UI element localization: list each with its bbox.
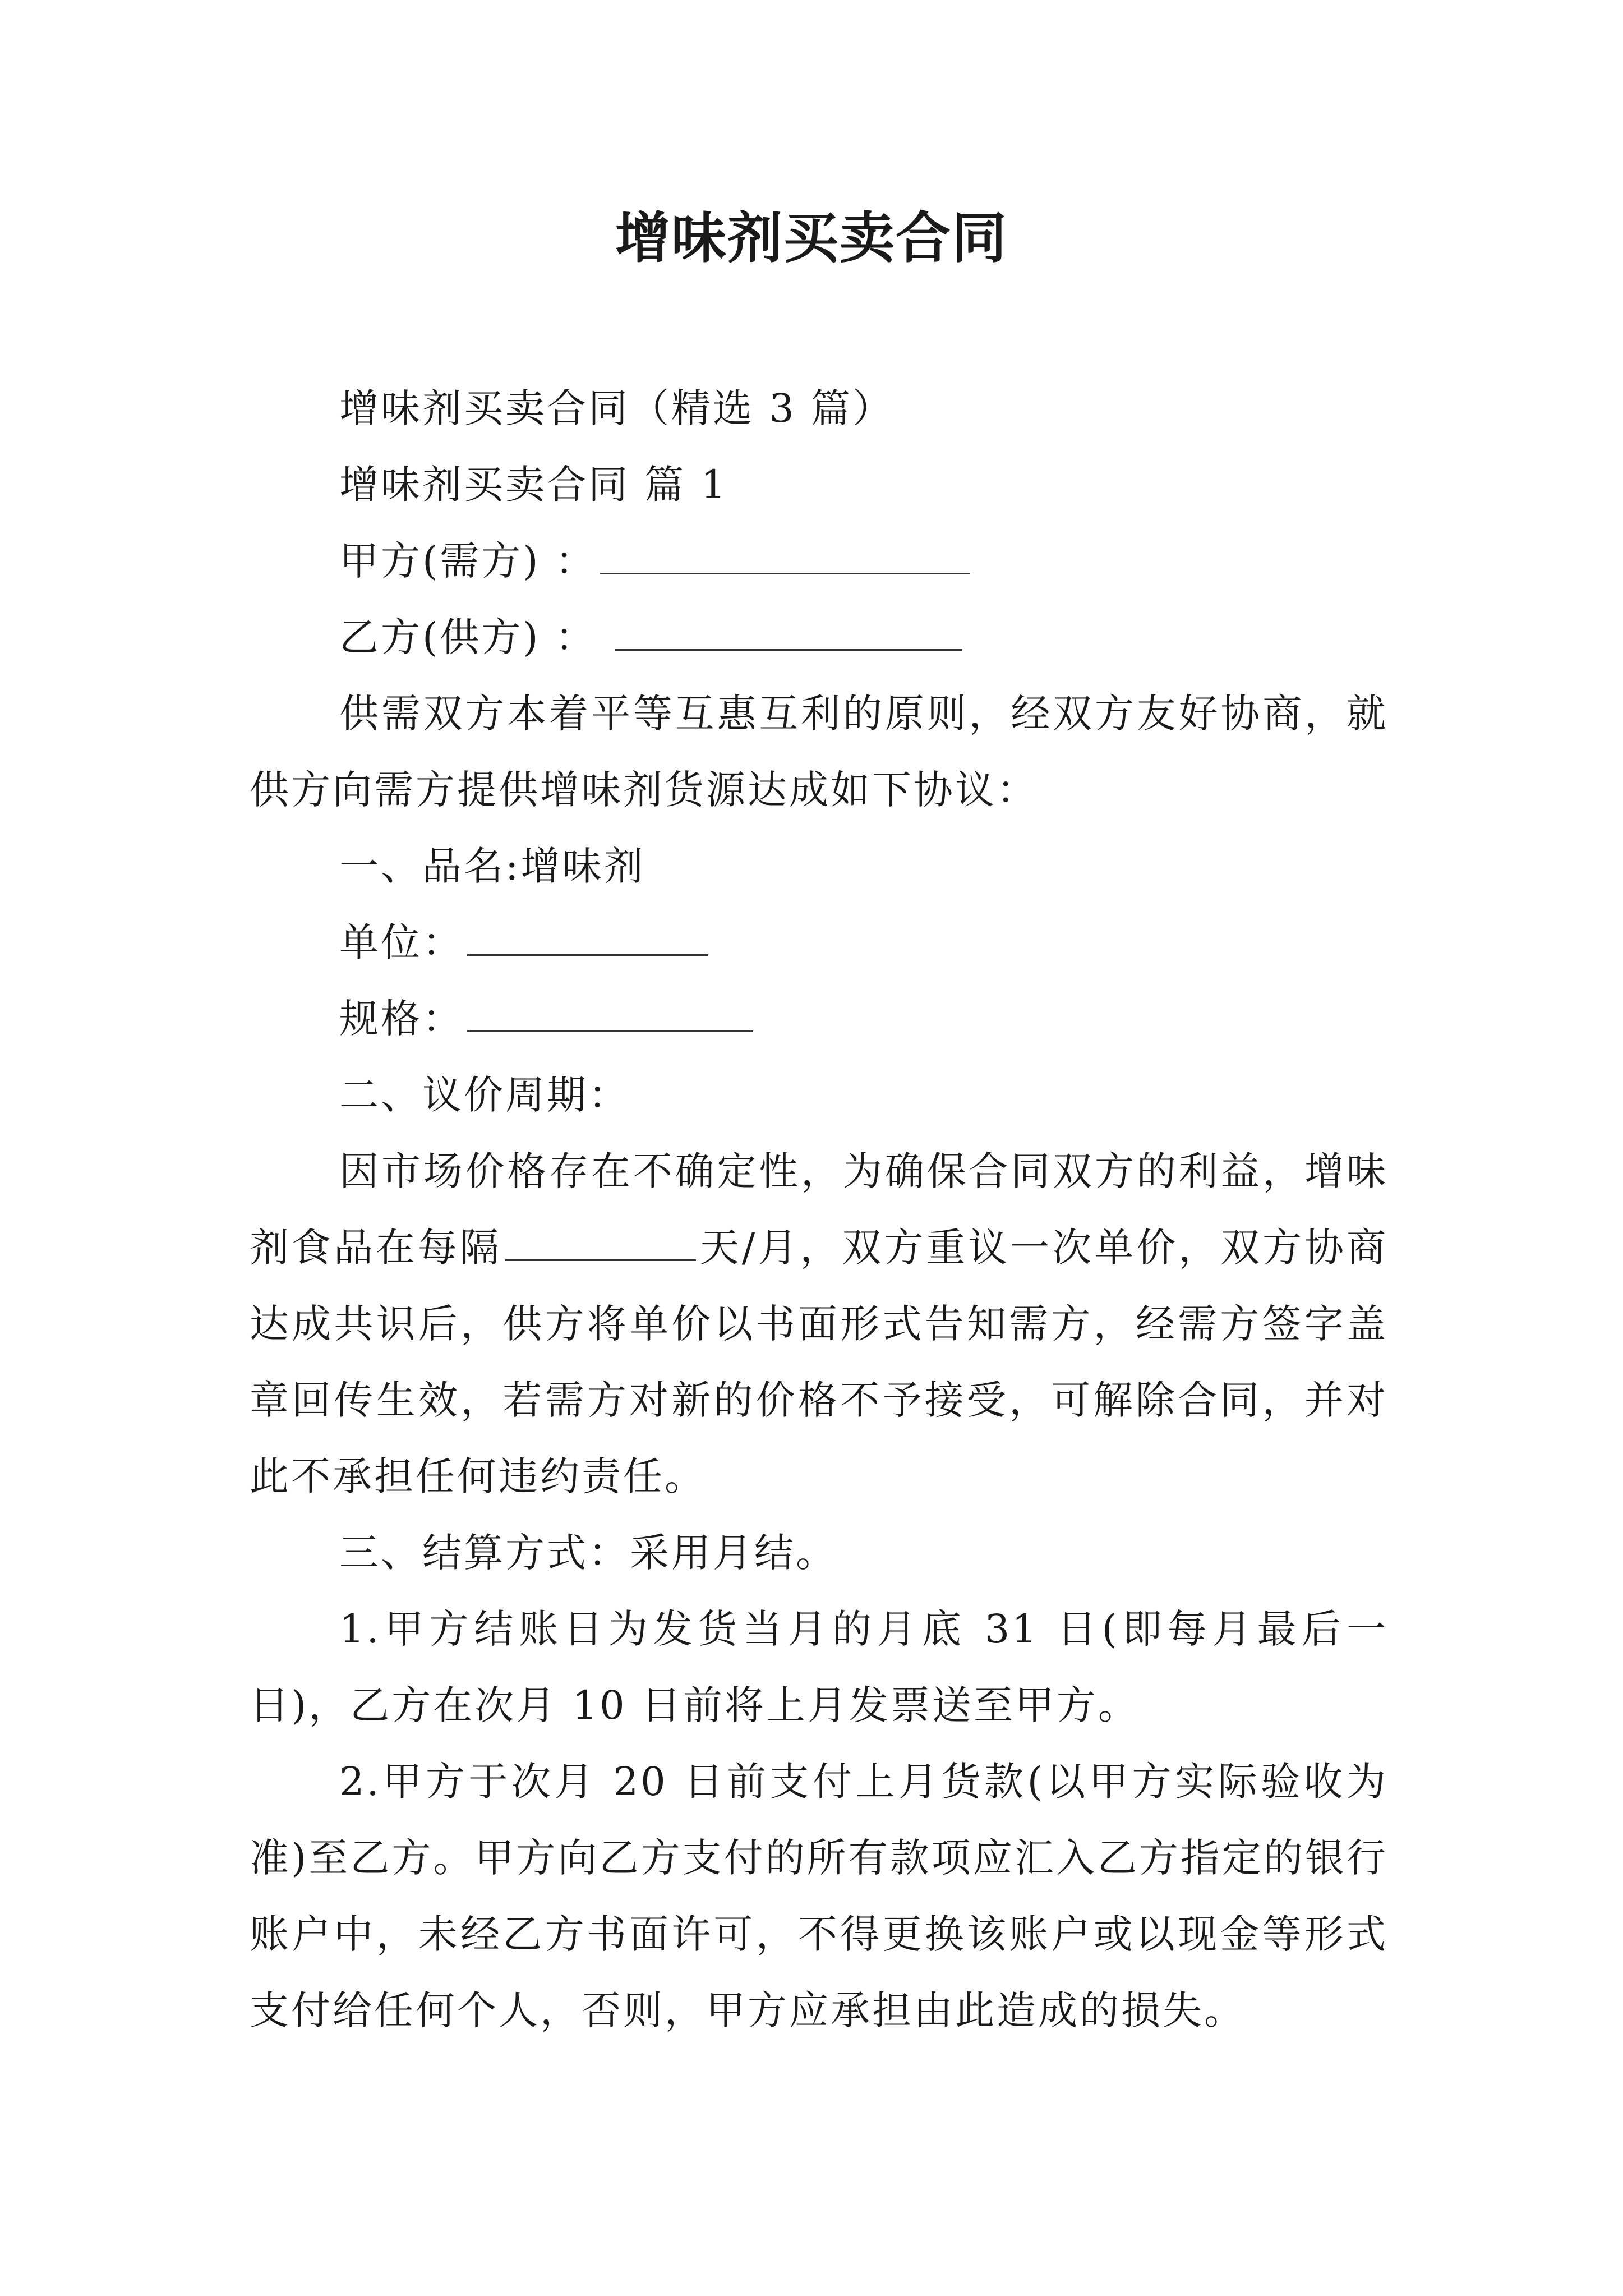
- subtitle-line: 增味剂买卖合同（精选 3 篇）: [339, 385, 895, 431]
- pricing-text-part2: 天/月，双方重议一次单价，双方协商达成共识后，供方将单价以书面形式告知需方，经需方签字盖章回传生效，若需方对新的价格不予接受，可解除合同，并对此不承担任何违约责任。: [250, 1225, 1389, 1499]
- settlement-clause-1: 1.甲方结账日为发货当月的月底 31 日(即每月最后一日)，乙方在次月 10 日前将上月发票送至甲方。: [250, 1606, 1388, 1728]
- pricing-paragraph: [250, 1133, 1388, 1515]
- party-a-label: 甲方(需方) ：: [339, 538, 597, 584]
- document-body: [250, 370, 1388, 2049]
- item1-heading: 一、品名:增味剂: [339, 843, 645, 889]
- pricing-text-part1: 因市场价格存在不确定性，为确保合同双方的利益，增味剂食品在每隔: [250, 1148, 1388, 1271]
- party-b-blank: [615, 615, 962, 651]
- spec-label: 规格：: [339, 996, 464, 1042]
- unit-label: 单位：: [339, 919, 464, 965]
- item3-heading: 三、结算方式：采用月结。: [339, 1530, 837, 1576]
- item2-heading: 二、议价周期：: [339, 1072, 630, 1118]
- party-b-line: [250, 599, 1388, 675]
- pricing-interval-blank: [505, 1226, 696, 1261]
- party-a-line: [250, 523, 1388, 599]
- party-b-label: 乙方(供方) ：: [339, 614, 612, 660]
- intro-paragraph: 供需双方本着平等互惠互利的原则，经双方友好协商，就供方向需方提供增味剂货源达成如下协议：: [250, 691, 1388, 813]
- section-heading: 增味剂买卖合同 篇 1: [339, 462, 728, 508]
- unit-blank: [467, 921, 708, 956]
- spec-line: [250, 981, 1388, 1057]
- settlement-clause-2: 2.甲方于次月 20 日前支付上月货款(以甲方实际验收为准)至乙方。甲方向乙方支付的所有款项应汇入乙方指定的银行账户中，未经乙方书面许可，不得更换该账户或以现金等形式支付给任何个人，否则，甲方应承担由此造成的损失。: [250, 1759, 1388, 2033]
- spec-blank: [467, 997, 753, 1032]
- document-title: 增味剂买卖合同: [615, 206, 1008, 270]
- party-a-blank: [600, 539, 970, 574]
- unit-line: [250, 904, 1388, 981]
